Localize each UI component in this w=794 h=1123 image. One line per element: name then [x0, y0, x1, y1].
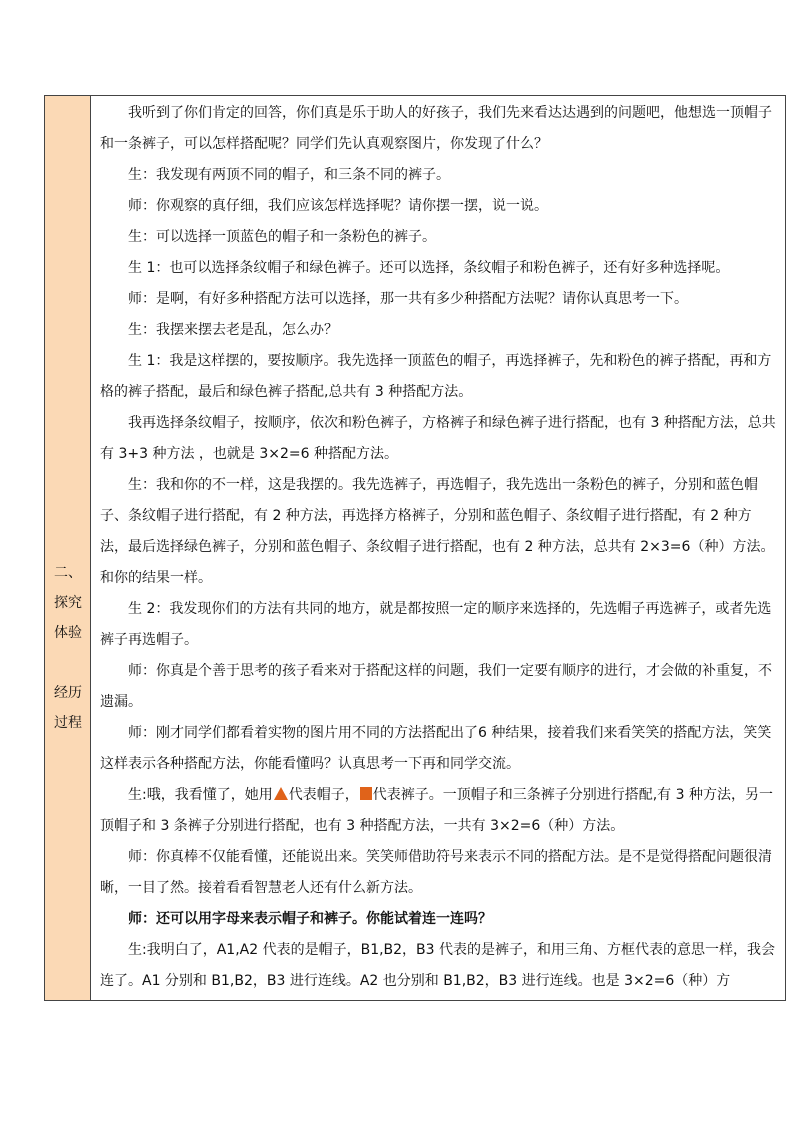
paragraph: 生 1：我是这样摆的，要按顺序。我先选择一顶蓝色的帽子，再选择裤子，先和粉色的裤子搭配，再和方格的裤子搭配，最后和绿色裤子搭配,总共有 3 种搭配方法。 [100, 353, 772, 400]
paragraph: 生：我摆来摆去老是乱，怎么办？ [128, 322, 338, 338]
section-label-column [45, 96, 91, 1000]
symbol-paragraph [100, 780, 777, 842]
paragraph: 师：是啊，有好多种搭配方法可以选择，那一共有多少种搭配方法呢？请你认真思考一下。 [128, 291, 688, 307]
section-label-line: 体验 [54, 625, 82, 641]
square-icon [360, 787, 372, 800]
section-label-line: 过程 [54, 715, 82, 731]
paragraph: 生 1：也可以选择条纹帽子和绿色裤子。还可以选择，条纹帽子和粉色裤子，还有好多种选择呢。 [128, 260, 730, 276]
paragraph: 师：你真棒不仅能看懂，还能说出来。笑笑师借助符号来表示不同的搭配方法。是不是觉得搭配问题很清晰，一目了然。接着看看智慧老人还有什么新方法。 [100, 849, 772, 896]
paragraph: 生：我发现有两顶不同的帽子，和三条不同的裤子。 [128, 167, 450, 183]
triangle-icon [274, 787, 288, 800]
section-label-line: 经历 [54, 685, 82, 701]
section-label-line: 二、 [54, 565, 82, 581]
symbol-text: 代表帽子， [288, 787, 359, 803]
paragraph: 师：刚才同学们都看着实物的图片用不同的方法搭配出了6 种结果，接着我们来看笑笑的搭配方法，笑笑这样表示各种搭配方法，你能看懂吗？认真思考一下再和同学交流。 [100, 725, 772, 772]
paragraph: 生：我和你的不一样，这是我摆的。我先选裤子，再选帽子，我先选出一条粉色的裤子，分别和蓝色帽子、条纹帽子进行搭配，有 2 种方法，再选择方格裤子，分别和蓝色帽子、条纹帽子进行搭配，有 2 种方法，最后选择绿色裤子，分别和蓝色帽子、条纹帽子进行搭配，也有 2 种方法，总共有 2×3=6（种）方法。和你的结果一样。 [100, 477, 775, 586]
paragraph: 师：你观察的真仔细，我们应该怎样选择呢？请你摆一摆，说一说。 [128, 198, 548, 214]
paragraph: 生:我明白了，A1,A2 代表的是帽子，B1,B2，B3 代表的是裤子，和用三角、方框代表的意思一样，我会连了。A1 分别和 B1,B2，B3 进行连线。A2 也分别和 B1,B2，B3 进行连线。也是 3×2=6（种）方 [100, 942, 776, 989]
symbol-text: 代表裤子。一顶帽子和三条裤子分别进行搭配,有 3 种方法，另一顶帽子和 3 条裤子分别进行搭配，也有 3 种搭配方法，一共有 3×2=6（种）方法。 [100, 787, 773, 834]
paragraph: 我听到了你们肯定的回答，你们真是乐于助人的好孩子，我们先来看达达遇到的问题吧，他想选一顶帽子和一条裤子，可以怎样搭配呢？同学们先认真观察图片，你发现了什么？ [100, 105, 772, 152]
lesson-content [91, 96, 785, 1000]
paragraph: 生：可以选择一顶蓝色的帽子和一条粉色的裤子。 [128, 229, 436, 245]
lesson-table [44, 95, 786, 1001]
symbol-text: 生:哦，我看懂了，她用 [128, 787, 273, 803]
section-label-line: 探究 [54, 595, 82, 611]
paragraph: 我再选择条纹帽子，按顺序，依次和粉色裤子，方格裤子和绿色裤子进行搭配，也有 3 种搭配方法，总共有 3+3 种方法 ，也就是 3×2=6 种搭配方法。 [100, 415, 776, 462]
bold-paragraph: 师：还可以用字母来表示帽子和裤子。你能试着连一连吗？ [128, 911, 492, 927]
paragraph: 师：你真是个善于思考的孩子看来对于搭配这样的问题，我们一定要有顺序的进行，才会做的补重复，不遗漏。 [100, 663, 772, 710]
paragraph: 生 2：我发现你们的方法有共同的地方，就是都按照一定的顺序来选择的，先选帽子再选裤子，或者先选裤子再选帽子。 [100, 601, 772, 648]
section-label [45, 558, 91, 738]
